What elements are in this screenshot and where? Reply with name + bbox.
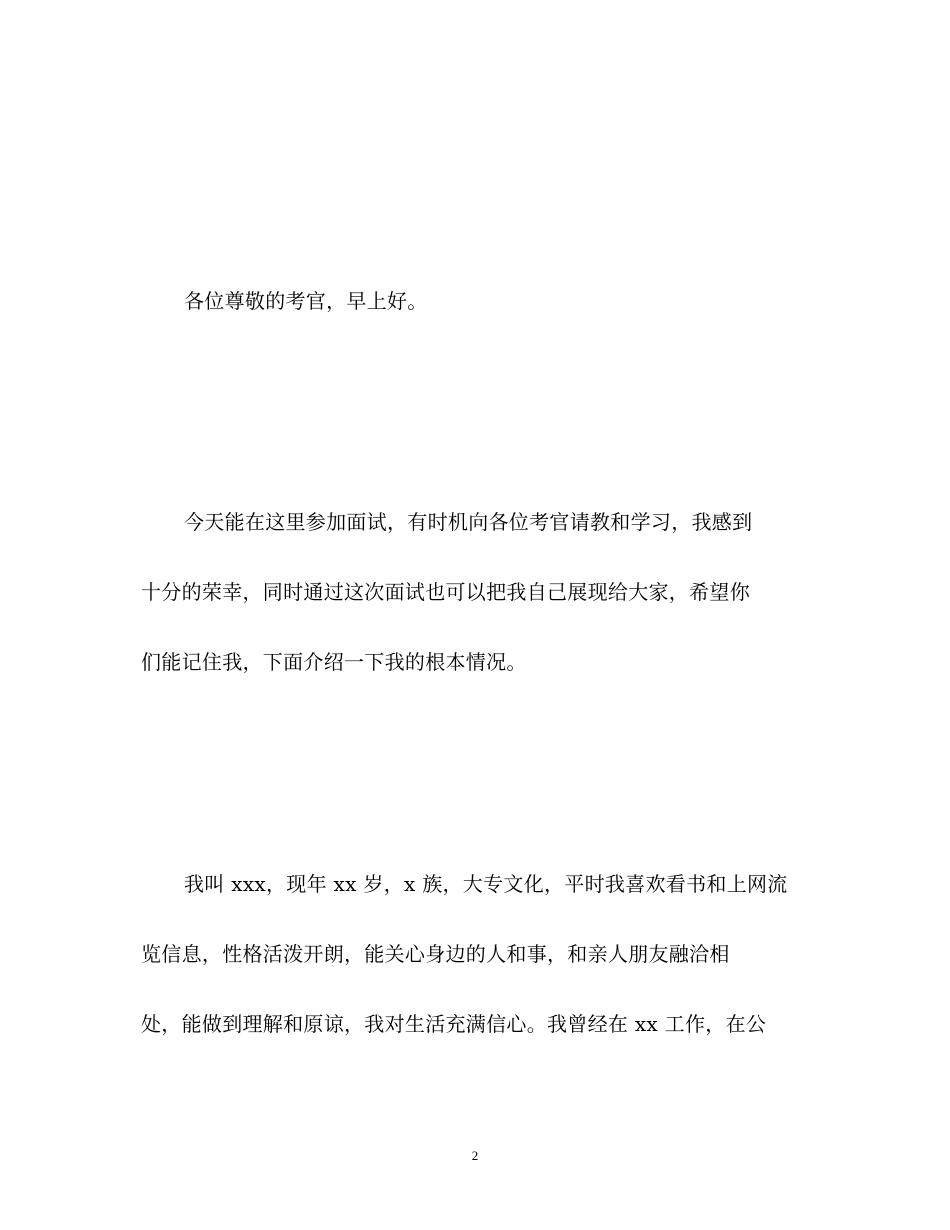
- paragraph-intro-line-2: 十分的荣幸，同时通过这次面试也可以把我自己展现给大家，希望你: [141, 580, 750, 604]
- paragraph-greeting-line-1: 各位尊敬的考官，早上好。: [184, 289, 428, 313]
- paragraph-intro-line-3: 们能记住我，下面介绍一下我的根本情况。: [141, 650, 527, 674]
- paragraph-self-line-3: 处，能做到理解和原谅，我对生活充满信心。我曾经在 xx 工作，在公: [141, 1012, 767, 1036]
- paragraph-intro-line-1: 今天能在这里参加面试，有时机向各位考官请教和学习，我感到: [184, 510, 753, 534]
- paragraph-self-line-2: 览信息，性格活泼开朗，能关心身边的人和事，和亲人朋友融洽相: [141, 942, 730, 966]
- paragraph-self-line-1: 我叫 xxx，现年 xx 岁，x 族，大专文化，平时我喜欢看书和上网流: [184, 872, 788, 896]
- page-number: 2: [471, 1148, 479, 1163]
